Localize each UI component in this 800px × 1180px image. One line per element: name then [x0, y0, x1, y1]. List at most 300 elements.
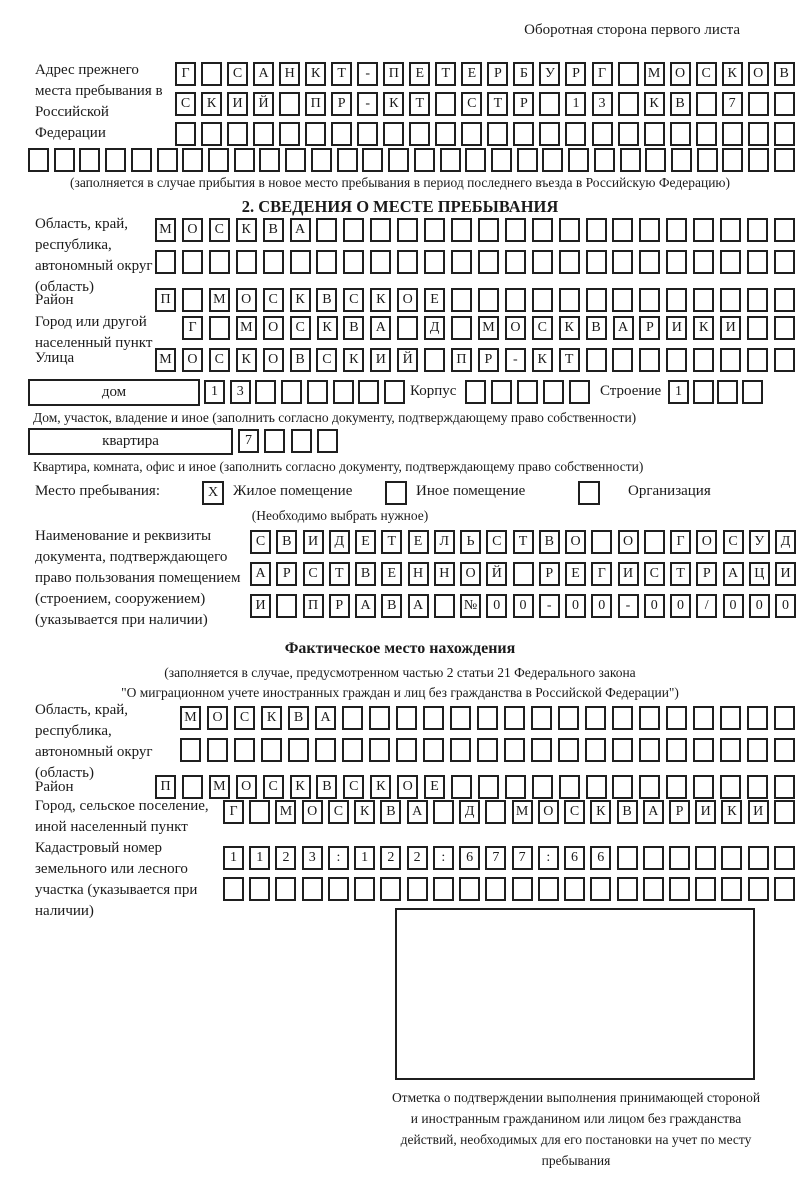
char-box[interactable] [722, 148, 743, 172]
char-box[interactable] [209, 250, 230, 274]
char-box[interactable] [693, 218, 714, 242]
char-box[interactable]: В [586, 316, 607, 340]
char-box[interactable] [440, 148, 461, 172]
char-box[interactable]: С [343, 288, 364, 312]
char-box[interactable] [612, 775, 633, 799]
char-box[interactable] [513, 562, 534, 586]
char-box[interactable]: О [460, 562, 481, 586]
char-box[interactable] [414, 148, 435, 172]
char-box[interactable] [423, 706, 444, 730]
char-box[interactable] [435, 122, 456, 146]
char-box[interactable] [451, 775, 472, 799]
char-box[interactable] [79, 148, 100, 172]
char-box[interactable] [261, 738, 282, 762]
char-box[interactable]: С [696, 62, 717, 86]
char-box[interactable] [747, 316, 768, 340]
char-box[interactable] [209, 316, 230, 340]
char-box[interactable]: В [617, 800, 638, 824]
char-box[interactable]: 0 [513, 594, 534, 618]
char-box[interactable] [720, 218, 741, 242]
char-box[interactable]: И [666, 316, 687, 340]
char-box[interactable] [696, 92, 717, 116]
residential-checkbox[interactable]: X [202, 481, 224, 505]
char-box[interactable]: М [209, 775, 230, 799]
char-box[interactable] [568, 148, 589, 172]
char-box[interactable] [478, 250, 499, 274]
char-box[interactable] [721, 877, 742, 901]
char-box[interactable] [618, 92, 639, 116]
char-box[interactable]: Г [223, 800, 244, 824]
char-box[interactable]: П [451, 348, 472, 372]
char-box[interactable]: С [209, 218, 230, 242]
char-box[interactable]: М [155, 218, 176, 242]
char-box[interactable] [532, 250, 553, 274]
char-box[interactable]: И [303, 530, 324, 554]
char-box[interactable]: О [618, 530, 639, 554]
char-box[interactable] [532, 775, 553, 799]
char-box[interactable]: 3 [592, 92, 613, 116]
char-box[interactable]: 7 [238, 429, 259, 453]
char-box[interactable]: С [316, 348, 337, 372]
char-box[interactable] [409, 122, 430, 146]
char-box[interactable] [424, 348, 445, 372]
char-box[interactable] [461, 122, 482, 146]
char-box[interactable]: М [209, 288, 230, 312]
char-box[interactable] [721, 846, 742, 870]
char-box[interactable] [774, 148, 795, 172]
char-box[interactable]: 1 [204, 380, 225, 404]
char-box[interactable] [695, 846, 716, 870]
char-box[interactable] [774, 250, 795, 274]
char-box[interactable]: : [538, 846, 559, 870]
char-box[interactable] [543, 380, 564, 404]
char-box[interactable]: К [644, 92, 665, 116]
char-box[interactable] [666, 288, 687, 312]
char-box[interactable]: В [290, 348, 311, 372]
char-box[interactable]: Е [461, 62, 482, 86]
char-box[interactable]: К [559, 316, 580, 340]
char-box[interactable] [539, 122, 560, 146]
char-box[interactable]: О [182, 348, 203, 372]
char-box[interactable]: С [209, 348, 230, 372]
char-box[interactable] [747, 250, 768, 274]
char-box[interactable] [585, 706, 606, 730]
char-box[interactable] [639, 348, 660, 372]
char-box[interactable] [720, 706, 741, 730]
char-box[interactable]: В [316, 775, 337, 799]
char-box[interactable]: 0 [775, 594, 796, 618]
char-box[interactable]: К [317, 316, 338, 340]
char-box[interactable]: К [343, 348, 364, 372]
char-box[interactable] [639, 218, 660, 242]
char-box[interactable]: Й [486, 562, 507, 586]
char-box[interactable]: Е [409, 62, 430, 86]
char-box[interactable] [669, 846, 690, 870]
char-box[interactable] [285, 148, 306, 172]
char-box[interactable] [343, 218, 364, 242]
char-box[interactable] [333, 380, 354, 404]
char-box[interactable]: С [263, 775, 284, 799]
char-box[interactable]: М [478, 316, 499, 340]
char-box[interactable]: К [305, 62, 326, 86]
char-box[interactable] [259, 148, 280, 172]
char-box[interactable] [693, 348, 714, 372]
char-box[interactable] [342, 706, 363, 730]
char-box[interactable]: А [643, 800, 664, 824]
char-box[interactable] [396, 738, 417, 762]
char-box[interactable] [517, 148, 538, 172]
char-box[interactable]: И [227, 92, 248, 116]
char-box[interactable] [478, 218, 499, 242]
char-box[interactable]: М [180, 706, 201, 730]
char-box[interactable]: Е [424, 288, 445, 312]
char-box[interactable] [477, 738, 498, 762]
char-box[interactable] [693, 775, 714, 799]
char-box[interactable]: К [354, 800, 375, 824]
char-box[interactable] [175, 122, 196, 146]
char-box[interactable]: Н [279, 62, 300, 86]
char-box[interactable] [747, 218, 768, 242]
char-box[interactable] [612, 348, 633, 372]
char-box[interactable] [591, 530, 612, 554]
char-box[interactable] [234, 738, 255, 762]
char-box[interactable]: Д [459, 800, 480, 824]
char-box[interactable]: Е [424, 775, 445, 799]
char-box[interactable] [315, 738, 336, 762]
char-box[interactable]: Г [175, 62, 196, 86]
char-box[interactable] [720, 775, 741, 799]
char-box[interactable] [666, 738, 687, 762]
char-box[interactable] [643, 846, 664, 870]
char-box[interactable] [559, 250, 580, 274]
char-box[interactable]: К [236, 348, 257, 372]
char-box[interactable] [424, 218, 445, 242]
char-box[interactable] [532, 218, 553, 242]
char-box[interactable]: 1 [354, 846, 375, 870]
char-box[interactable]: М [512, 800, 533, 824]
organization-checkbox[interactable] [578, 481, 600, 505]
char-box[interactable] [612, 706, 633, 730]
char-box[interactable]: Т [409, 92, 430, 116]
char-box[interactable]: С [175, 92, 196, 116]
char-box[interactable]: Р [478, 348, 499, 372]
char-box[interactable] [717, 380, 738, 404]
char-box[interactable] [693, 380, 714, 404]
char-box[interactable]: А [408, 594, 429, 618]
char-box[interactable]: Е [565, 562, 586, 586]
char-box[interactable] [586, 218, 607, 242]
char-box[interactable] [388, 148, 409, 172]
char-box[interactable] [264, 429, 285, 453]
char-box[interactable] [747, 348, 768, 372]
char-box[interactable]: О [207, 706, 228, 730]
char-box[interactable] [666, 706, 687, 730]
char-box[interactable] [565, 122, 586, 146]
char-box[interactable] [639, 706, 660, 730]
char-box[interactable]: А [315, 706, 336, 730]
char-box[interactable] [342, 738, 363, 762]
char-box[interactable] [397, 250, 418, 274]
char-box[interactable]: К [590, 800, 611, 824]
char-box[interactable]: К [290, 288, 311, 312]
char-box[interactable]: П [305, 92, 326, 116]
char-box[interactable]: О [236, 288, 257, 312]
char-box[interactable]: В [539, 530, 560, 554]
char-box[interactable] [281, 380, 302, 404]
char-box[interactable] [290, 250, 311, 274]
char-box[interactable] [253, 122, 274, 146]
char-box[interactable]: В [276, 530, 297, 554]
char-box[interactable] [307, 380, 328, 404]
char-box[interactable] [639, 288, 660, 312]
char-box[interactable] [316, 250, 337, 274]
char-box[interactable] [451, 316, 472, 340]
char-box[interactable] [249, 877, 270, 901]
char-box[interactable]: В [288, 706, 309, 730]
char-box[interactable] [559, 288, 580, 312]
char-box[interactable] [748, 846, 769, 870]
char-box[interactable]: В [774, 62, 795, 86]
char-box[interactable] [722, 122, 743, 146]
char-box[interactable] [720, 348, 741, 372]
char-box[interactable]: 0 [723, 594, 744, 618]
char-box[interactable]: С [227, 62, 248, 86]
char-box[interactable] [774, 800, 795, 824]
char-box[interactable] [774, 218, 795, 242]
char-box[interactable] [564, 877, 585, 901]
char-box[interactable] [774, 122, 795, 146]
char-box[interactable] [28, 148, 49, 172]
char-box[interactable]: Р [669, 800, 690, 824]
char-box[interactable] [249, 800, 270, 824]
char-box[interactable]: Н [434, 562, 455, 586]
char-box[interactable] [774, 348, 795, 372]
char-box[interactable]: 0 [486, 594, 507, 618]
char-box[interactable] [720, 738, 741, 762]
char-box[interactable] [747, 706, 768, 730]
char-box[interactable] [693, 250, 714, 274]
char-box[interactable]: И [250, 594, 271, 618]
char-box[interactable]: 7 [512, 846, 533, 870]
char-box[interactable] [255, 380, 276, 404]
char-box[interactable]: О [538, 800, 559, 824]
char-box[interactable] [645, 148, 666, 172]
char-box[interactable]: П [155, 288, 176, 312]
char-box[interactable] [369, 738, 390, 762]
char-box[interactable] [450, 738, 471, 762]
char-box[interactable] [696, 122, 717, 146]
char-box[interactable]: П [303, 594, 324, 618]
char-box[interactable] [424, 250, 445, 274]
char-box[interactable] [423, 738, 444, 762]
char-box[interactable] [435, 92, 456, 116]
char-box[interactable]: 3 [302, 846, 323, 870]
char-box[interactable]: К [236, 218, 257, 242]
char-box[interactable] [487, 122, 508, 146]
char-box[interactable] [590, 877, 611, 901]
char-box[interactable]: К [693, 316, 714, 340]
char-box[interactable]: Н [408, 562, 429, 586]
char-box[interactable]: 1 [565, 92, 586, 116]
char-box[interactable]: Р [331, 92, 352, 116]
char-box[interactable] [201, 122, 222, 146]
char-box[interactable]: Т [559, 348, 580, 372]
char-box[interactable] [612, 218, 633, 242]
char-box[interactable]: 0 [644, 594, 665, 618]
char-box[interactable]: М [236, 316, 257, 340]
char-box[interactable]: М [155, 348, 176, 372]
char-box[interactable]: : [328, 846, 349, 870]
char-box[interactable] [380, 877, 401, 901]
char-box[interactable] [451, 218, 472, 242]
char-box[interactable]: - [618, 594, 639, 618]
char-box[interactable] [131, 148, 152, 172]
char-box[interactable]: С [234, 706, 255, 730]
char-box[interactable]: Р [696, 562, 717, 586]
char-box[interactable]: Е [355, 530, 376, 554]
char-box[interactable] [538, 877, 559, 901]
char-box[interactable]: О [397, 288, 418, 312]
char-box[interactable] [774, 288, 795, 312]
char-box[interactable] [748, 877, 769, 901]
char-box[interactable] [666, 775, 687, 799]
char-box[interactable] [612, 738, 633, 762]
char-box[interactable] [748, 122, 769, 146]
char-box[interactable] [774, 877, 795, 901]
char-box[interactable]: А [613, 316, 634, 340]
char-box[interactable]: А [253, 62, 274, 86]
char-box[interactable]: - [357, 62, 378, 86]
char-box[interactable] [357, 122, 378, 146]
char-box[interactable] [234, 148, 255, 172]
char-box[interactable]: И [618, 562, 639, 586]
char-box[interactable] [465, 380, 486, 404]
char-box[interactable]: К [290, 775, 311, 799]
char-box[interactable] [666, 250, 687, 274]
char-box[interactable] [693, 738, 714, 762]
char-box[interactable]: М [644, 62, 665, 86]
char-box[interactable] [54, 148, 75, 172]
char-box[interactable]: 0 [591, 594, 612, 618]
char-box[interactable]: О [236, 775, 257, 799]
char-box[interactable] [369, 706, 390, 730]
char-box[interactable] [491, 380, 512, 404]
char-box[interactable] [450, 706, 471, 730]
char-box[interactable]: Г [670, 530, 691, 554]
char-box[interactable] [433, 800, 454, 824]
char-box[interactable]: В [380, 800, 401, 824]
char-box[interactable]: О [748, 62, 769, 86]
char-box[interactable] [370, 250, 391, 274]
char-box[interactable]: Б [513, 62, 534, 86]
char-box[interactable] [666, 218, 687, 242]
char-box[interactable]: 6 [564, 846, 585, 870]
char-box[interactable]: О [696, 530, 717, 554]
char-box[interactable]: К [201, 92, 222, 116]
char-box[interactable]: 0 [670, 594, 691, 618]
char-box[interactable] [644, 122, 665, 146]
char-box[interactable] [397, 316, 418, 340]
char-box[interactable]: К [722, 62, 743, 86]
char-box[interactable] [505, 250, 526, 274]
char-box[interactable] [558, 738, 579, 762]
char-box[interactable]: К [721, 800, 742, 824]
char-box[interactable] [275, 877, 296, 901]
char-box[interactable] [279, 92, 300, 116]
char-box[interactable] [747, 775, 768, 799]
char-box[interactable]: О [397, 775, 418, 799]
char-box[interactable]: С [486, 530, 507, 554]
char-box[interactable]: 0 [565, 594, 586, 618]
char-box[interactable]: Г [591, 562, 612, 586]
char-box[interactable] [434, 594, 455, 618]
char-box[interactable]: М [275, 800, 296, 824]
char-box[interactable]: В [343, 316, 364, 340]
char-box[interactable] [279, 122, 300, 146]
char-box[interactable]: 2 [275, 846, 296, 870]
char-box[interactable] [720, 250, 741, 274]
char-box[interactable]: С [644, 562, 665, 586]
char-box[interactable] [695, 877, 716, 901]
char-box[interactable]: С [532, 316, 553, 340]
char-box[interactable] [331, 122, 352, 146]
char-box[interactable] [639, 775, 660, 799]
char-box[interactable] [643, 877, 664, 901]
char-box[interactable] [451, 288, 472, 312]
char-box[interactable]: В [316, 288, 337, 312]
char-box[interactable]: 6 [590, 846, 611, 870]
char-box[interactable] [693, 288, 714, 312]
char-box[interactable] [542, 148, 563, 172]
char-box[interactable] [302, 877, 323, 901]
char-box[interactable]: К [370, 775, 391, 799]
char-box[interactable] [485, 877, 506, 901]
char-box[interactable]: 2 [380, 846, 401, 870]
char-box[interactable] [105, 148, 126, 172]
char-box[interactable]: А [290, 218, 311, 242]
char-box[interactable] [337, 148, 358, 172]
char-box[interactable]: А [407, 800, 428, 824]
char-box[interactable] [774, 706, 795, 730]
char-box[interactable] [742, 380, 763, 404]
char-box[interactable] [311, 148, 332, 172]
char-box[interactable] [617, 877, 638, 901]
char-box[interactable]: Т [331, 62, 352, 86]
char-box[interactable] [491, 148, 512, 172]
char-box[interactable] [362, 148, 383, 172]
char-box[interactable] [328, 877, 349, 901]
char-box[interactable]: Й [397, 348, 418, 372]
char-box[interactable] [227, 122, 248, 146]
char-box[interactable] [670, 122, 691, 146]
char-box[interactable]: И [370, 348, 391, 372]
char-box[interactable]: И [720, 316, 741, 340]
char-box[interactable] [182, 148, 203, 172]
char-box[interactable]: Е [381, 562, 402, 586]
char-box[interactable]: С [564, 800, 585, 824]
other-premises-checkbox[interactable] [385, 481, 407, 505]
char-box[interactable] [208, 148, 229, 172]
char-box[interactable]: И [748, 800, 769, 824]
char-box[interactable] [669, 877, 690, 901]
char-box[interactable]: О [505, 316, 526, 340]
char-box[interactable]: Д [775, 530, 796, 554]
char-box[interactable]: Р [565, 62, 586, 86]
char-box[interactable]: 2 [407, 846, 428, 870]
char-box[interactable] [155, 250, 176, 274]
char-box[interactable] [532, 288, 553, 312]
char-box[interactable] [774, 92, 795, 116]
